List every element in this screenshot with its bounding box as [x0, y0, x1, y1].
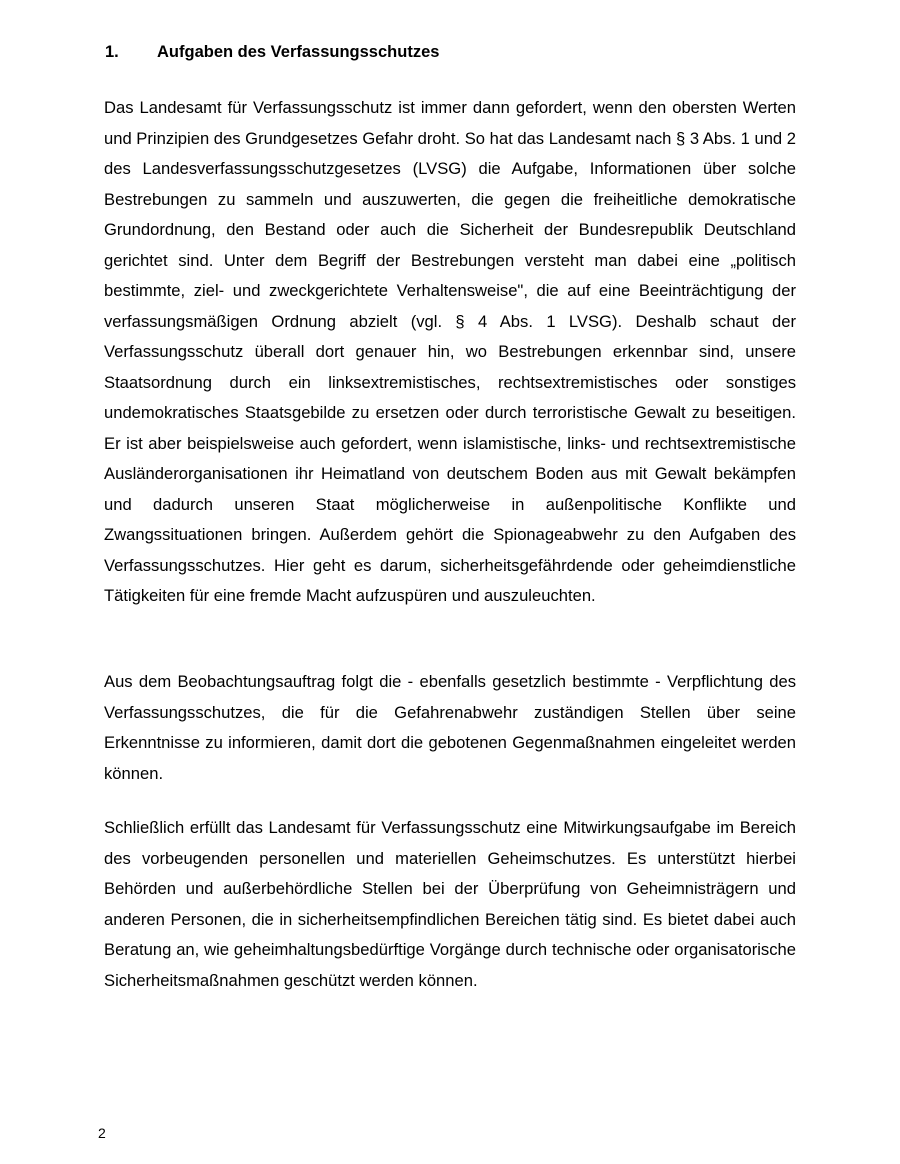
body-paragraph: Schließlich erfüllt das Landesamt für Verfassungsschutz eine Mitwirkungsaufgabe im Bereich des vorbeugenden personellen und materiellen Geheimschutzes. Es unterstützt hierbei Behörden und außerbehördliche Stellen bei der Überprüfung von Geheimnisträgern und anderen Personen, die in sicherheitsempfindlichen Bereichen tätig sind. Es bietet dabei auch Beratung an, wie geheimhaltungsbedürftige Vorgänge durch technische oder organisatorische Sicherheitsmaßnahmen geschützt werden können. [104, 818, 796, 990]
section-number: 1. [105, 43, 119, 61]
section-heading [105, 41, 439, 63]
body-paragraph: Das Landesamt für Verfassungsschutz ist immer dann gefordert, wenn den obersten Werten und Prinzipien des Grundgesetzes Gefahr droht. So hat das Landesamt nach § 3 Abs. 1 und 2 des Landesverfassungsschutzgesetzes (LVSG) die Aufgabe, Informationen über solche Bestrebungen zu sammeln und auszuwerten, die gegen die freiheitliche demokratische Grundordnung, den Bestand oder auch die Sicherheit der Bundesrepublik Deutschland gerichtet sind. Unter dem Begriff der Bestrebungen versteht man dabei eine „politisch bestimmte, ziel- und zweckgerichtete Verhaltensweise", die auf eine Beeinträchtigung der verfassungsmäßigen Ordnung abzielt (vgl. § 4 Abs. 1 LVSG). Deshalb schaut der Verfassungsschutz überall dort genauer hin, wo Bestrebungen erkennbar sind, unsere Staatsordnung durch ein linksextremistisches, rechtsextremistisches oder sonstiges undemokratisches Staatsgebilde zu ersetzen oder durch terroristische Gewalt zu beseitigen. Er ist aber beispielsweise auch gefordert, wenn islamistische, links- und rechtsextremistische Ausländerorganisationen ihr Heimatland von deutschem Boden aus mit Gewalt bekämpfen und dadurch unseren Staat möglicherweise in außenpolitische Konflikte und Zwangssituationen bringen. Außerdem gehört die Spionageabwehr zu den Aufgaben des Verfassungsschutzes. Hier geht es darum, sicherheitsgefährdende oder geheimdienstliche Tätigkeiten für eine fremde Macht aufzuspüren und auszuleuchten. [104, 98, 796, 605]
section-title: Aufgaben des Verfassungsschutzes [157, 43, 440, 61]
body-paragraph: Aus dem Beobachtungsauftrag folgt die - ebenfalls gesetzlich bestimmte - Verpflichtung des Verfassungsschutzes, die für die Gefahrenabwehr zuständigen Stellen über seine Erkenntnisse zu informieren, damit dort die gebotenen Gegenmaßnahmen eingeleitet werden können. [104, 672, 796, 783]
page-number: 2 [98, 1125, 106, 1141]
